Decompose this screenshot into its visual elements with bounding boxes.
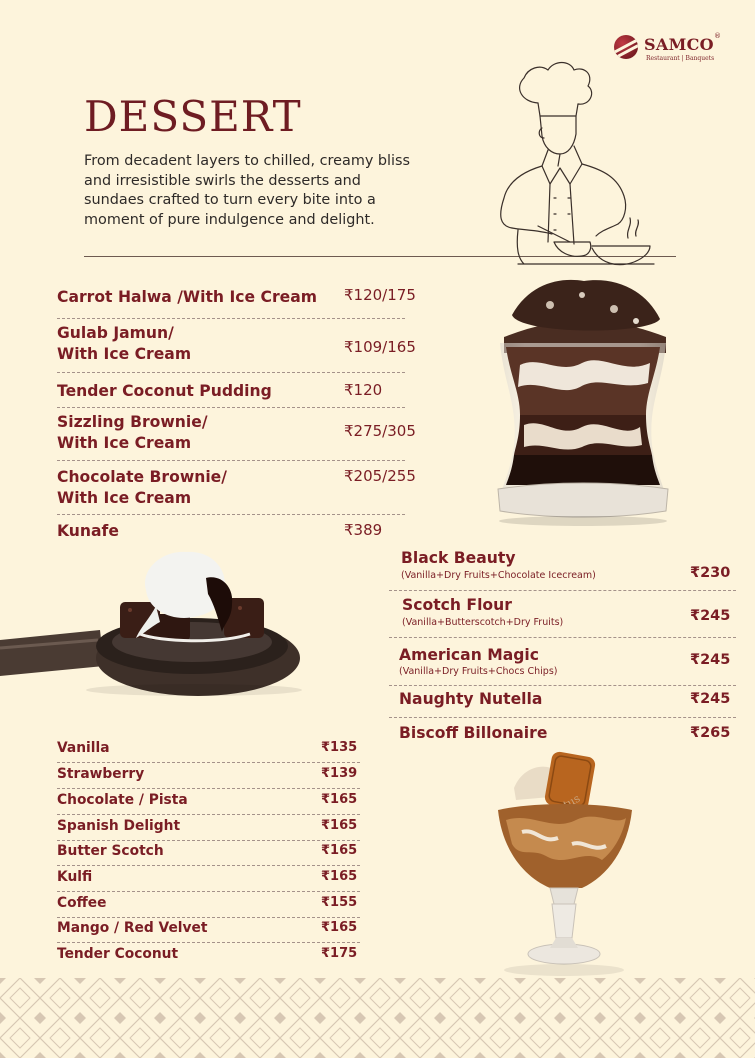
biscoff-sundae-photo bbox=[492, 748, 636, 980]
item-price: ₹205/255 bbox=[344, 467, 416, 485]
ice-cream-name: Chocolate / Pista bbox=[57, 792, 188, 808]
item-price: ₹275/305 bbox=[344, 422, 416, 440]
page-title: DESSERT bbox=[84, 92, 302, 141]
row-divider bbox=[389, 637, 736, 638]
ice-cream-name: Butter Scotch bbox=[57, 843, 164, 859]
row-divider bbox=[57, 762, 360, 763]
sundae-description: (Vanilla+Dry Fruits+Chocolate Icecream) bbox=[401, 570, 596, 581]
sundae-name: Scotch Flour bbox=[402, 596, 512, 614]
row-divider bbox=[57, 917, 360, 918]
row-divider bbox=[57, 891, 360, 892]
sizzling-brownie-photo bbox=[0, 548, 305, 700]
ice-cream-name: Spanish Delight bbox=[57, 818, 181, 834]
row-divider bbox=[57, 514, 405, 515]
sundae-name: American Magic bbox=[399, 646, 540, 664]
row-divider bbox=[389, 590, 736, 591]
row-divider bbox=[57, 865, 360, 866]
pattern-border bbox=[0, 978, 755, 1058]
item-name-line2: With Ice Cream bbox=[57, 434, 192, 452]
sundae-glass-photo bbox=[490, 275, 676, 527]
item-name: Carrot Halwa /With Ice Cream bbox=[57, 288, 317, 306]
sundae-description: (Vanilla+Butterscotch+Dry Fruits) bbox=[402, 617, 564, 628]
ice-cream-name: Strawberry bbox=[57, 766, 145, 782]
sundae-price: ₹245 bbox=[690, 608, 731, 624]
item-price: ₹120 bbox=[344, 381, 383, 399]
intro-line: and irresistible swirls the desserts and bbox=[84, 172, 361, 189]
row-divider bbox=[57, 788, 360, 789]
row-divider bbox=[57, 840, 360, 841]
item-name: Kunafe bbox=[57, 522, 119, 540]
registered-mark: ® bbox=[714, 32, 721, 40]
sundae-name: Naughty Nutella bbox=[399, 690, 543, 708]
intro-line: sundaes crafted to turn every bite into a bbox=[84, 192, 376, 208]
ice-cream-price: ₹175 bbox=[321, 946, 358, 961]
intro-text bbox=[84, 152, 464, 230]
item-name-line2: With Ice Cream bbox=[57, 345, 192, 363]
item-name: Chocolate Brownie/ bbox=[57, 468, 227, 486]
intro-line: moment of pure indulgence and delight. bbox=[84, 211, 375, 228]
row-divider bbox=[57, 942, 360, 943]
ice-cream-name: Kulfi bbox=[57, 869, 93, 885]
chef-illustration bbox=[478, 58, 656, 274]
brand-name: SAMCO bbox=[644, 35, 714, 54]
row-divider bbox=[57, 318, 405, 319]
ice-cream-price: ₹155 bbox=[321, 895, 358, 910]
item-price: ₹389 bbox=[344, 521, 383, 539]
samco-logo-icon bbox=[614, 35, 638, 59]
sundae-price: ₹245 bbox=[690, 652, 731, 668]
ice-cream-price: ₹165 bbox=[321, 869, 358, 884]
brand-tagline: Restaurant | Banquets bbox=[646, 55, 715, 62]
item-name: Tender Coconut Pudding bbox=[57, 382, 272, 400]
ice-cream-price: ₹165 bbox=[321, 920, 358, 935]
row-divider bbox=[57, 372, 405, 373]
ice-cream-name: Vanilla bbox=[57, 740, 110, 756]
ice-cream-price: ₹135 bbox=[321, 740, 358, 755]
ice-cream-price: ₹165 bbox=[321, 792, 358, 807]
row-divider bbox=[57, 407, 405, 408]
sundae-price: ₹245 bbox=[690, 691, 731, 707]
sundae-name: Biscoff Billonaire bbox=[399, 724, 548, 742]
ice-cream-price: ₹165 bbox=[321, 818, 358, 833]
sundae-description: (Vanilla+Dry Fruits+Chocs Chips) bbox=[399, 666, 558, 677]
item-price: ₹120/175 bbox=[344, 286, 416, 304]
item-name: Sizzling Brownie/ bbox=[57, 413, 208, 431]
row-divider bbox=[389, 685, 736, 686]
row-divider bbox=[389, 717, 736, 718]
ice-cream-name: Tender Coconut bbox=[57, 946, 179, 962]
sundae-name: Black Beauty bbox=[401, 549, 516, 567]
item-price: ₹109/165 bbox=[344, 338, 416, 356]
intro-line: From decadent layers to chilled, creamy bliss bbox=[84, 153, 411, 169]
item-name: Gulab Jamun/ bbox=[57, 324, 174, 342]
ice-cream-name: Mango / Red Velvet bbox=[57, 920, 208, 936]
item-name-line2: With Ice Cream bbox=[57, 489, 192, 507]
ice-cream-name: Coffee bbox=[57, 895, 107, 911]
sundae-price: ₹265 bbox=[690, 725, 731, 741]
ice-cream-price: ₹165 bbox=[321, 843, 358, 858]
sundae-price: ₹230 bbox=[690, 565, 731, 581]
ice-cream-price: ₹139 bbox=[321, 766, 358, 781]
row-divider bbox=[57, 814, 360, 815]
row-divider bbox=[57, 460, 405, 461]
